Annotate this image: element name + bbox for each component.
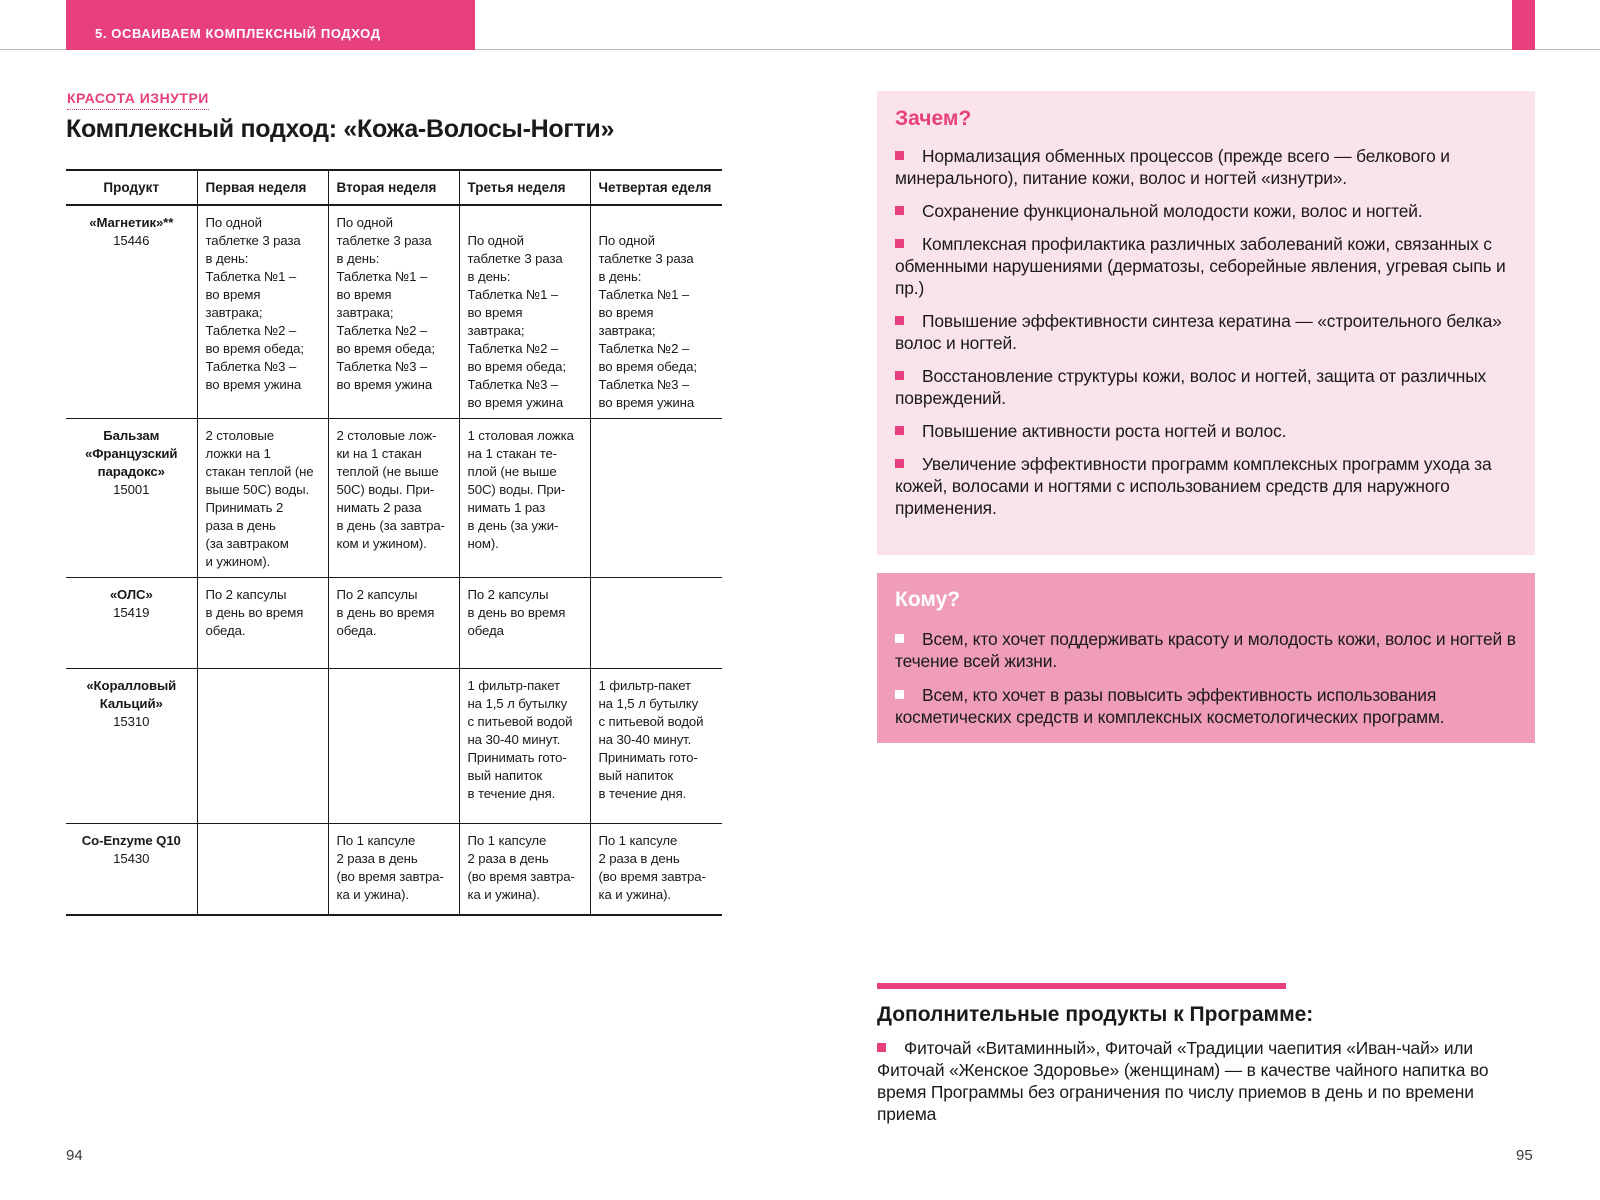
table-row (66, 578, 722, 669)
square-bullet-icon (895, 426, 904, 435)
dosage-cell: По одной таблетке 3 раза в день: Таблетка №1 – во время завтрака; Таблетка №2 – во время обеда; Таблетка №3 – во время ужина (197, 205, 328, 419)
dosage-cell: По одной таблетке 3 раза в день: Таблетка №1 – во время завтрака; Таблетка №2 – во время обеда; Таблетка №3 – во время ужина (328, 205, 459, 419)
dosage-cell: По 2 капсулы в день во время обеда. (328, 578, 459, 669)
column-header: Третья неделя (459, 170, 590, 205)
dosage-cell (197, 669, 328, 824)
dosage-cell: По 2 капсулы в день во время обеда. (197, 578, 328, 669)
list-item (895, 684, 1519, 728)
product-name: «Магнетик»** (89, 215, 174, 230)
product-code: 15310 (113, 714, 150, 729)
table-row (66, 419, 722, 578)
table-header-row (66, 170, 722, 205)
product-cell (66, 205, 197, 419)
product-code: 15430 (113, 851, 150, 866)
list-item (895, 420, 1519, 442)
square-bullet-icon (877, 1043, 886, 1052)
table-row (66, 205, 722, 419)
list-item (895, 453, 1519, 519)
square-bullet-icon (895, 690, 904, 699)
square-bullet-icon (895, 151, 904, 160)
why-box (877, 91, 1535, 555)
product-cell (66, 578, 197, 669)
list-item-text: Комплексная профилактика различных заболеваний кожи, связанных с обменными нарушениями (дерматозы, себорейные явления, угревая сыпь и пр.) (895, 234, 1506, 298)
square-bullet-icon (895, 206, 904, 215)
dosage-cell (590, 578, 722, 669)
dosage-cell: По одной таблетке 3 раза в день: Таблетка №1 – во время завтрака; Таблетка №2 – во время обеда; Таблетка №3 – во время ужина (459, 205, 590, 419)
product-name: Co-Enzyme Q10 (81, 833, 181, 848)
dosage-cell: По 1 капсуле 2 раза в день (во время завтра- ка и ужина). (328, 824, 459, 915)
list-item-text: Повышение активности роста ногтей и волос. (922, 421, 1287, 441)
why-list (895, 145, 1519, 519)
dosage-cell (590, 419, 722, 578)
square-bullet-icon (895, 239, 904, 248)
list-item-text: Всем, кто хочет в разы повысить эффективность использования косметических средств и комплексных косметологических программ. (895, 685, 1445, 727)
list-item-text: Повышение эффективности синтеза кератина — «строительного белка» волос и ногтей. (895, 311, 1502, 353)
page-title-regular: «Кожа-Волосы-Ногти» (336, 115, 615, 143)
list-item-text: Увеличение эффективности программ комплексных программ ухода за кожей, волосами и ногтями с использованием средств для наружного применения. (895, 454, 1492, 518)
square-bullet-icon (895, 316, 904, 325)
dosage-cell: По 1 капсуле 2 раза в день (во время завтра- ка и ужина). (459, 824, 590, 915)
section-tab (66, 0, 475, 50)
extra-section-rule (877, 983, 1286, 989)
square-bullet-icon (895, 459, 904, 468)
who-list (895, 628, 1519, 728)
dosage-cell: По 2 капсулы в день во время обеда (459, 578, 590, 669)
list-item (895, 145, 1519, 189)
square-bullet-icon (895, 634, 904, 643)
list-item (895, 310, 1519, 354)
product-name: «Коралловый Кальций» (86, 678, 177, 711)
product-cell (66, 824, 197, 915)
right-page-tab (1512, 0, 1535, 50)
product-code: 15419 (113, 605, 150, 620)
dosage-cell: 2 столовые лож- ки на 1 стакан теплой (не выше 50С) воды. При- нимать 2 раза в день (за завтра- ком и ужином). (328, 419, 459, 578)
regimen-table (66, 169, 722, 916)
dosage-cell (197, 824, 328, 915)
page-title-bold: Комплексный подход: (66, 115, 337, 143)
table-row (66, 824, 722, 915)
list-item-text: Нормализация обменных процессов (прежде всего — белкового и минерального), питание кожи, волос и ногтей «изнутри». (895, 146, 1450, 188)
dosage-cell: 2 столовые ложки на 1 стакан теплой (не выше 50С) воды. Принимать 2 раза в день (за завтраком и ужином). (197, 419, 328, 578)
why-title: Зачем? (895, 107, 972, 130)
page-number-left: 94 (66, 1147, 83, 1164)
dosage-cell: По 1 капсуле 2 раза в день (во время завтра- ка и ужина). (590, 824, 722, 915)
list-item-text: Сохранение функциональной молодости кожи, волос и ногтей. (922, 201, 1423, 221)
column-header: Первая неделя (197, 170, 328, 205)
list-item-text: Восстановление структуры кожи, волос и ногтей, защита от различных повреждений. (895, 366, 1487, 408)
list-item (895, 233, 1519, 299)
product-cell (66, 669, 197, 824)
product-code: 15001 (113, 482, 150, 497)
column-header: Вторая неделя (328, 170, 459, 205)
page-number-right: 95 (1516, 1147, 1533, 1164)
dosage-cell: 1 столовая ложка на 1 стакан те- плой (не выше 50С) воды. При- нимать 1 раз в день (за ужи- ном). (459, 419, 590, 578)
list-item-text: Всем, кто хочет поддерживать красоту и молодость кожи, волос и ногтей в течение всей жизни. (895, 629, 1516, 671)
column-header: Четвертая еделя (590, 170, 722, 205)
square-bullet-icon (895, 371, 904, 380)
section-label: 5. ОСВАИВАЕМ КОМПЛЕКСНЫЙ ПОДХОД (95, 26, 381, 41)
product-cell (66, 419, 197, 578)
dosage-cell (328, 669, 459, 824)
extra-text-body: Фиточай «Витаминный», Фиточай «Традиции чаепития «Иван-чай» или Фиточай «Женское Здоровье» (женщинам) — в качестве чайного напитка во время Программы без ограничения по числу приемов в день и по времени приема (877, 1038, 1489, 1124)
dosage-cell: 1 фильтр-пакет на 1,5 л бутылку с питьевой водой на 30-40 минут. Принимать гото- вый напиток в течение дня. (459, 669, 590, 824)
product-name: Бальзам «Французский парадокс» (85, 428, 178, 479)
column-header: Продукт (66, 170, 197, 205)
dosage-cell: По одной таблетке 3 раза в день: Таблетка №1 – во время завтрака; Таблетка №2 – во время обеда; Таблетка №3 – во время ужина (590, 205, 722, 419)
product-name: «ОЛС» (109, 587, 153, 602)
kicker: КРАСОТА ИЗНУТРИ (67, 90, 209, 110)
product-code: 15446 (113, 233, 150, 248)
list-item (895, 365, 1519, 409)
extra-title: Дополнительные продукты к Программе: (877, 1003, 1314, 1026)
extra-text (877, 1037, 1527, 1125)
list-item (895, 200, 1519, 222)
page-title (66, 115, 614, 144)
who-box (877, 573, 1535, 743)
who-title: Кому? (895, 588, 961, 611)
dosage-cell: 1 фильтр-пакет на 1,5 л бутылку с питьевой водой на 30-40 минут. Принимать гото- вый напиток в течение дня. (590, 669, 722, 824)
table-row (66, 669, 722, 824)
list-item (895, 628, 1519, 672)
